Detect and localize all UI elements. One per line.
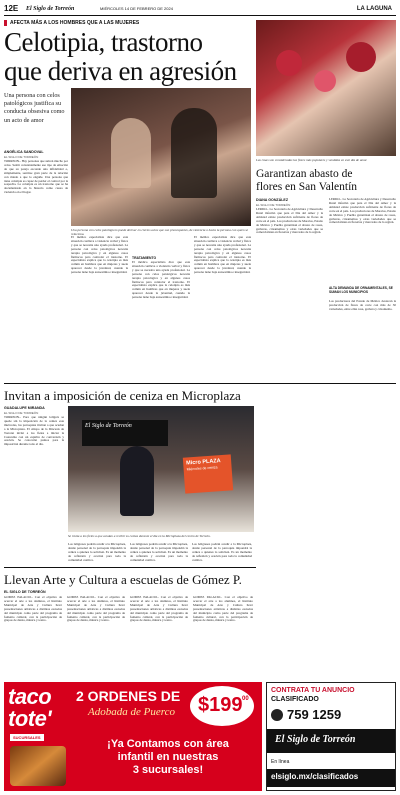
class-online: En línea	[271, 759, 290, 765]
photo-rose-3	[346, 42, 376, 72]
story2-col-2-cont: Los productores del Estado de México destacan la producción de flores de corte con más de 30 variedades, entre ellas rosa, gerbera y crisantemo.	[329, 300, 396, 311]
story1-photo-caption: Una persona con celos patológicos puede derivar en ciertos actos que son preocupantes, de violencia o hacia la persona con quien se relaciona.	[71, 228, 249, 236]
photo-sign-micro: Micro PLAZA	[186, 458, 221, 467]
story2-col-1: LERDO.- La Secretaría de Agricultura y Desarrollo Rural informó que para el Día del Amor y la Amistad existe producción suficiente de flores de corte en el país. Los productores de Morelos, Estado de México y Puebla garantizan el abasto de rosas, gerberas, crisantemos y otras variedades que se comercializan en florerías y mercados de la región.	[256, 208, 323, 235]
ad-orders: 2 ORDENES DE	[76, 688, 181, 704]
photo-banner	[82, 420, 168, 446]
story1-kicker: AFECTA MÁS A LOS HOMBRES QUE A LAS MUJERES	[10, 20, 140, 26]
story3-byline: GUADALUPE MIRANDA	[4, 406, 45, 410]
story3-photo-caption: Se invita a los fieles a que acudan a recibir su ceniza durante el día en la Microplaza del centro de Torreón.	[68, 534, 211, 538]
story1-col-2	[132, 236, 190, 378]
story1-headline-line1: Celotipia, trastorno	[4, 27, 203, 57]
story2-bureau: EL SIGLO DE TORREÓN	[256, 203, 291, 207]
photo-rose-1	[276, 50, 302, 76]
taco-ad	[4, 682, 262, 791]
class-site-band	[267, 769, 396, 787]
phone-icon	[271, 709, 283, 721]
story3-col-1: Los feligreses podrán acudir a la Microplaza, donde personal de la parroquia impondrá la ceniza a quienes lo soliciten. Es un momento de reflexión y oración para toda la comunidad católica.	[68, 543, 126, 562]
ad-price-cents: 00	[242, 696, 249, 702]
photo-sign	[183, 454, 233, 493]
ad-promo-3: 3 sucursales!	[132, 764, 204, 776]
story2-col-2: LERDO.- La Secretaría de Agricultura y Desarrollo Rural informó que para el Día del Amor y la Amistad existe producción suficiente de flores de corte en el país. Los productores de Morelos, Estado de México y Puebla garantizan el abasto de rosas, gerberas, crisantemos y otras variedades que se comercializan en florerías y mercados de la región.	[329, 198, 396, 225]
story2-photo-caption: Las rosas son consideradas las flores más populares y vendidas en este día de amor.	[256, 158, 368, 162]
price-badge	[190, 686, 254, 726]
classified-ad	[266, 682, 396, 791]
story2-headline-line1: Garantizan abasto de	[256, 168, 353, 180]
photo-priest	[120, 446, 154, 516]
ad-price: $199	[198, 694, 243, 716]
story4-col-4: GÓMEZ PALACIO.- Con el objetivo de acercar el arte a los alumnos, el Instituto Municipal de Arte y Cultura llevó presentaciones artísticas a distintas escuelas del municipio como parte del programa de fomento cultural, con la participación de grupos de danza, música y teatro.	[193, 596, 253, 623]
story4-byline: EL SIGLO DE TORREÓN	[4, 590, 46, 594]
class-paper-name: El Siglo de Torreón	[275, 734, 356, 745]
story3-photo	[68, 406, 254, 532]
ad-food-photo	[10, 746, 66, 786]
story1-deck: Una persona con celos patológicos justifica su conducta obsesiva como un acto de amor	[4, 92, 65, 124]
story1-headline-line2: que deriva en agresión	[4, 56, 237, 86]
story3-col-2: Los feligreses podrán acudir a la Microplaza, donde personal de la parroquia impondrá la ceniza a quienes lo soliciten. Es un momento de reflexión y oración para toda la comunidad católica.	[130, 543, 188, 562]
story3-headline: Invitan a imposición de ceniza en Microplaza	[4, 388, 241, 403]
kicker-marker	[4, 20, 7, 26]
story4-col-2: GÓMEZ PALACIO.- Con el objetivo de acercar el arte a los alumnos, el Instituto Municipal de Arte y Cultura llevó presentaciones artísticas a distintas escuelas del municipio como parte del programa de fomento cultural, con la participación de grupos de danza, música y teatro.	[67, 596, 125, 623]
story1-byline: ANGÉLICA SANDOVAL	[4, 150, 44, 154]
story4-headline: Llevan Arte y Cultura a escuelas de Gómez P.	[4, 572, 242, 587]
ad-promo-1: ¡Ya Contamos con área	[107, 738, 229, 750]
photo-figure-2	[171, 108, 217, 198]
page-number: 12E	[4, 4, 19, 13]
photo-figure-1	[111, 118, 151, 188]
story4-col-3: GÓMEZ PALACIO.- Con el objetivo de acercar el arte a los alumnos, el Instituto Municipal de Arte y Cultura llevó presentaciones artísticas a distintas escuelas del municipio como parte del programa de fomento cultural, con la participación de grupos de danza, música y teatro.	[130, 596, 188, 623]
issue-date: MIÉRCOLES 14 DE FEBRERO DE 2024	[100, 6, 173, 11]
class-title: CONTRATA TU ANUNCIO	[271, 687, 355, 694]
story3-body-left: TORREÓN.- Para que ningún feligrés se quede sin la imposición de la ceniza este miércoles, las parroquias invitan a que acudan a la Microplaza. El obispo de la Diócesis de Torreón invitó a los fieles a iniciar la Cuaresma con un espíritu de conversión y oración. Se colocarán puntos para la imposición durante todo el día.	[4, 416, 64, 447]
story2-photo	[256, 20, 396, 156]
story1-body-left: TORREÓN.- Hay personas que sufren mucho por celos. Sentir constantemente ese tipo de emoción de que su pareja esconde una infidelidad o, simplemente, sentirse gran parte de la relación con miedo a que lo engañe. Una persona que tiene celotipia es capaz de perder el control por la sospecha. La celotipia es un trastorno que se ha documentado en la historia como causa de violencia en el hogar.	[4, 160, 68, 195]
taco-logo-1: taco	[8, 684, 52, 709]
story1-bureau: EL SIGLO DE TORREÓN	[4, 155, 39, 159]
divider-2	[4, 567, 256, 568]
paper-name: El Siglo de Torreón	[26, 6, 75, 12]
story3-col-3: Los feligreses podrán acudir a la Microplaza, donde personal de la parroquia impondrá la ceniza a quienes lo soliciten. Es un momento de reflexión y oración para toda la comunidad católica.	[192, 543, 252, 562]
masthead-rule	[4, 15, 396, 16]
story1-photo	[71, 88, 251, 226]
masthead	[4, 4, 396, 15]
story3-bureau: EL SIGLO DE TORREÓN	[4, 411, 39, 415]
story1-col-2-text: El médico especialista dice que esta situación conlleva a violencia verbal y física y que se necesita una ayuda profesional. La persona con celos patológicos necesita terapia psicológica y en algunos casos fármacos para controlar el trastorno. El especialista explica que la celotipia es más común en hombres que en mujeres y suele aparecer desde la juventud, cuando la persona tiene baja autoestima e inseguridad.	[132, 261, 190, 300]
section-name: LA LAGUNA	[356, 6, 392, 12]
divider-1	[4, 383, 396, 384]
story2-headline-line2: flores en San Valentín	[256, 181, 358, 193]
class-paper-band	[267, 729, 396, 753]
story1-col-3: El médico especialista dice que esta situación conlleva a violencia verbal y física y que se necesita una ayuda profesional. La persona con celos patológicos necesita terapia psicológica y en algunos casos fármacos para controlar el trastorno. El especialista explica que la celotipia es más común en hombres que en mujeres y suele aparecer desde la juventud, cuando la persona tiene baja autoestima e inseguridad.	[194, 236, 251, 275]
class-phone[interactable]: 759 1259	[287, 707, 342, 722]
photo-rose-2	[314, 70, 336, 92]
story2-byline: DIANA GONZÁLEZ	[256, 198, 289, 202]
ad-orders-sub: Adobada de Puerco	[88, 706, 175, 718]
photo-sign-paper: El Siglo de Torreón	[85, 423, 132, 429]
story1-col-1: El médico especialista dice que esta situación conlleva a violencia verbal y física y que se necesita una ayuda profesional. La persona con celos patológicos necesita terapia psicológica y en algunos casos fármacos para controlar el trastorno. El especialista explica que la celotipia es más común en hombres que en mujeres y suele aparecer desde la juventud, cuando la persona tiene baja autoestima e inseguridad.	[71, 236, 128, 275]
class-site[interactable]: elsiglo.mx/clasificados	[271, 772, 359, 781]
story1-subhead: TRATAMIENTO	[132, 256, 157, 260]
photo-sign-ceniza: Miércoles de ceniza	[186, 465, 218, 472]
story2-subhead: ALTA DEMANDA DE ORNAMENTALES, SE SUMAN LOS MUNICIPIOS	[329, 286, 393, 295]
ad-promo-2: infantil en nuestras	[117, 751, 219, 763]
taco-tag: SUCURSALES	[10, 734, 44, 741]
story4-col-1: GÓMEZ PALACIO.- Con el objetivo de acercar el arte a los alumnos, el Instituto Municipal de Arte y Cultura llevó presentaciones artísticas a distintas escuelas del municipio como parte del programa de fomento cultural, con la participación de grupos de danza, música y teatro.	[4, 596, 62, 623]
class-subtitle: CLASIFICADO	[271, 696, 319, 703]
taco-logo-2: tote'	[8, 706, 52, 731]
